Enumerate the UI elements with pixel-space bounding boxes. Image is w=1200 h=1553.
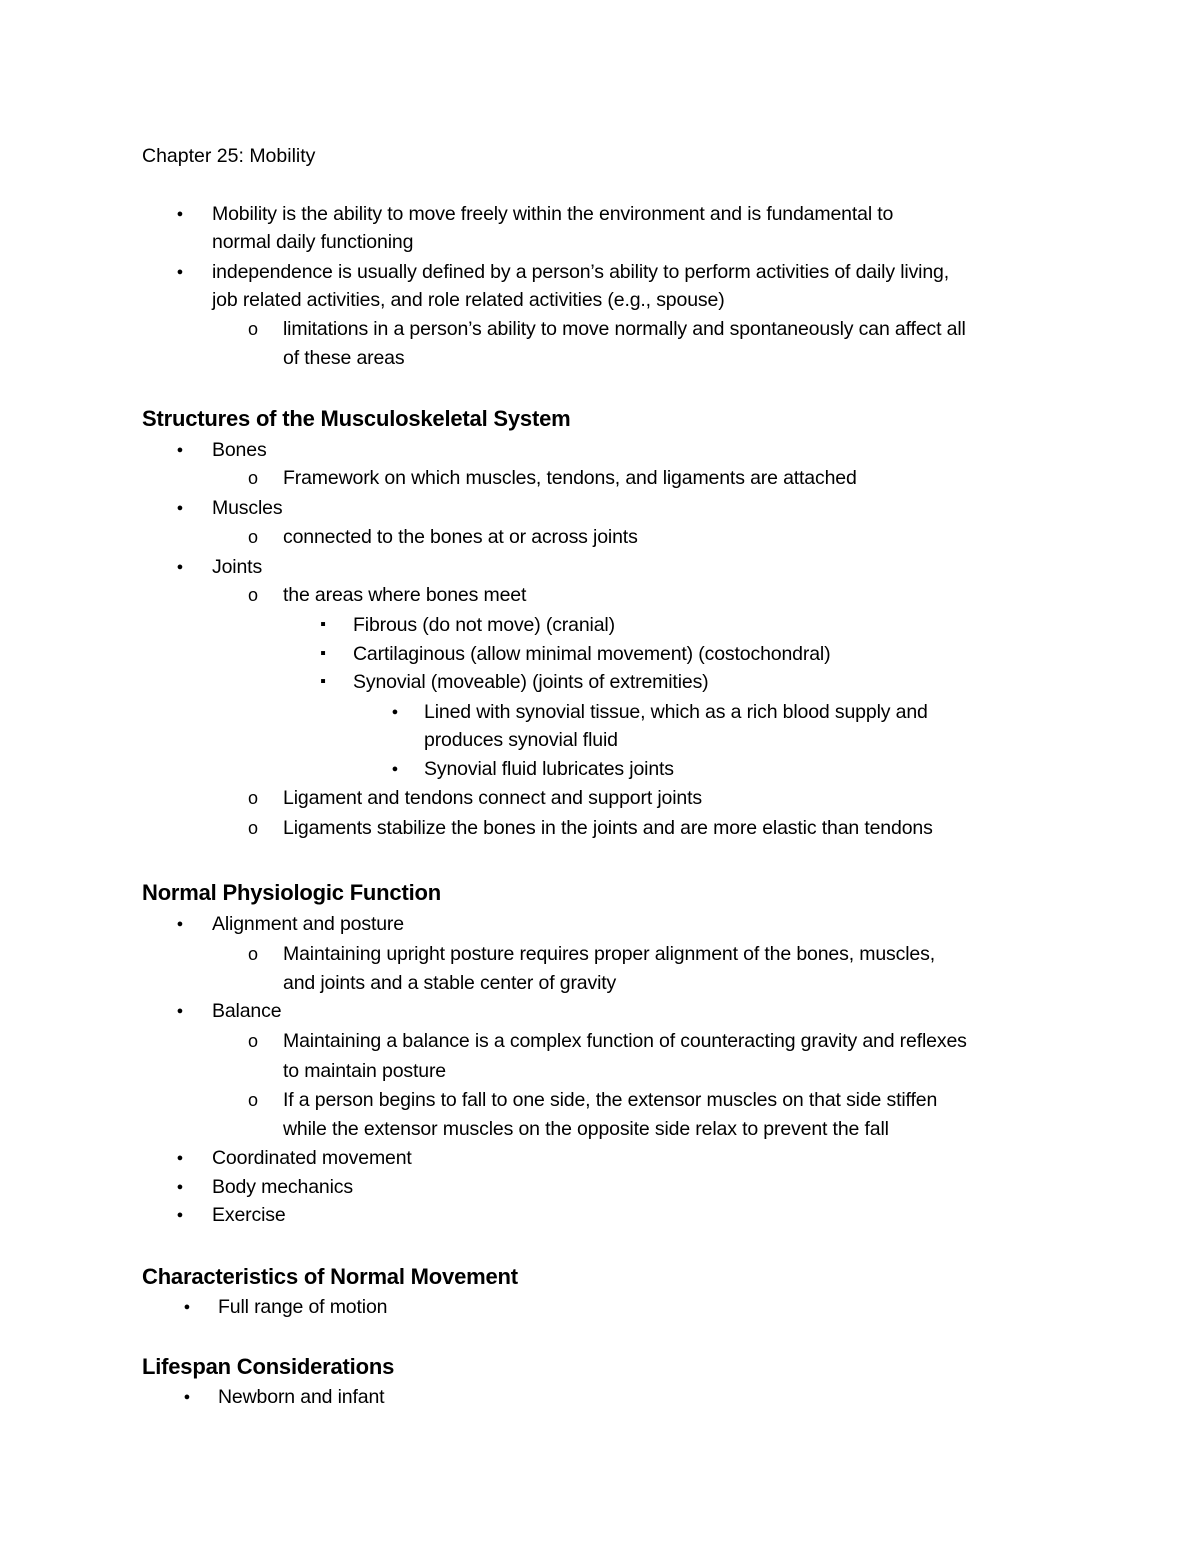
intro-line: Mobility is the ability to move freely within the environment and is fundamental to	[212, 203, 894, 225]
list-item: Fibrous (do not move) (cranial)	[353, 614, 615, 636]
bullet-circle	[243, 581, 263, 611]
bullet-circle	[243, 1086, 263, 1116]
list-item: Exercise	[212, 1204, 286, 1226]
bullet-circle	[243, 464, 263, 494]
section-heading-characteristics: Characteristics of Normal Movement	[142, 1264, 518, 1289]
bullet-circle	[243, 315, 263, 345]
list-item: Synovial (moveable) (joints of extremities)	[353, 671, 709, 693]
list-item: Coordinated movement	[212, 1147, 412, 1169]
bullet-disc	[170, 997, 190, 1026]
bullet-circle	[243, 784, 263, 814]
bullet-disc	[170, 1173, 190, 1202]
list-item: Ligament and tendons connect and support joints	[283, 787, 702, 809]
list-item: Synovial fluid lubricates joints	[424, 758, 674, 780]
list-item: Muscles	[212, 497, 283, 519]
intro-line: of these areas	[283, 347, 405, 369]
bullet-square	[313, 668, 333, 696]
list-item: Body mechanics	[212, 1176, 353, 1198]
bullet-disc	[170, 258, 190, 287]
bullet-disc	[170, 436, 190, 465]
list-item: Joints	[212, 556, 263, 578]
bullet-disc	[170, 910, 190, 939]
bullet-disc	[170, 494, 190, 523]
document-title: Chapter 25: Mobility	[142, 145, 316, 167]
bullet-circle	[243, 523, 263, 553]
bullet-square	[313, 640, 333, 668]
list-item: to maintain posture	[283, 1060, 446, 1082]
intro-line: normal daily functioning	[212, 231, 414, 253]
bullet-disc	[177, 1293, 197, 1322]
list-item: Maintaining a balance is a complex function of counteracting gravity and reflexes	[283, 1030, 967, 1052]
bullet-disc	[170, 200, 190, 229]
list-item: Alignment and posture	[212, 913, 404, 935]
bullet-disc	[170, 1201, 190, 1230]
section-heading-structures: Structures of the Musculoskeletal System	[142, 406, 571, 431]
bullet-circle	[243, 940, 263, 970]
list-item: Framework on which muscles, tendons, and ligaments are attached	[283, 467, 857, 489]
list-item: Full range of motion	[218, 1296, 388, 1318]
list-item: connected to the bones at or across joints	[283, 526, 638, 548]
bullet-disc	[177, 1383, 197, 1412]
intro-line: independence is usually defined by a person’s ability to perform activities of daily living,	[212, 261, 950, 283]
bullet-disc	[170, 553, 190, 582]
list-item: Bones	[212, 439, 267, 461]
bullet-circle	[243, 1027, 263, 1057]
bullet-disc	[170, 1144, 190, 1173]
list-item: while the extensor muscles on the opposite side relax to prevent the fall	[283, 1118, 889, 1140]
list-item: Maintaining upright posture requires proper alignment of the bones, muscles,	[283, 943, 935, 965]
list-item: produces synovial fluid	[424, 729, 618, 751]
list-item: If a person begins to fall to one side, the extensor muscles on that side stiffen	[283, 1089, 938, 1111]
list-item: and joints and a stable center of gravity	[283, 972, 617, 994]
list-item: Cartilaginous (allow minimal movement) (costochondral)	[353, 643, 831, 665]
bullet-disc	[385, 755, 405, 784]
list-item: Newborn and infant	[218, 1386, 385, 1408]
list-item: Lined with synovial tissue, which as a rich blood supply and	[424, 701, 928, 723]
bullet-disc	[385, 698, 405, 727]
intro-line: limitations in a person’s ability to move normally and spontaneously can affect all	[283, 318, 966, 340]
bullet-square	[313, 611, 333, 639]
list-item: Balance	[212, 1000, 282, 1022]
list-item: Ligaments stabilize the bones in the joints and are more elastic than tendons	[283, 817, 933, 839]
section-heading-physiologic: Normal Physiologic Function	[142, 880, 441, 905]
intro-line: job related activities, and role related activities (e.g., spouse)	[212, 289, 725, 311]
bullet-circle	[243, 814, 263, 844]
section-heading-lifespan: Lifespan Considerations	[142, 1354, 395, 1379]
list-item: the areas where bones meet	[283, 584, 527, 606]
